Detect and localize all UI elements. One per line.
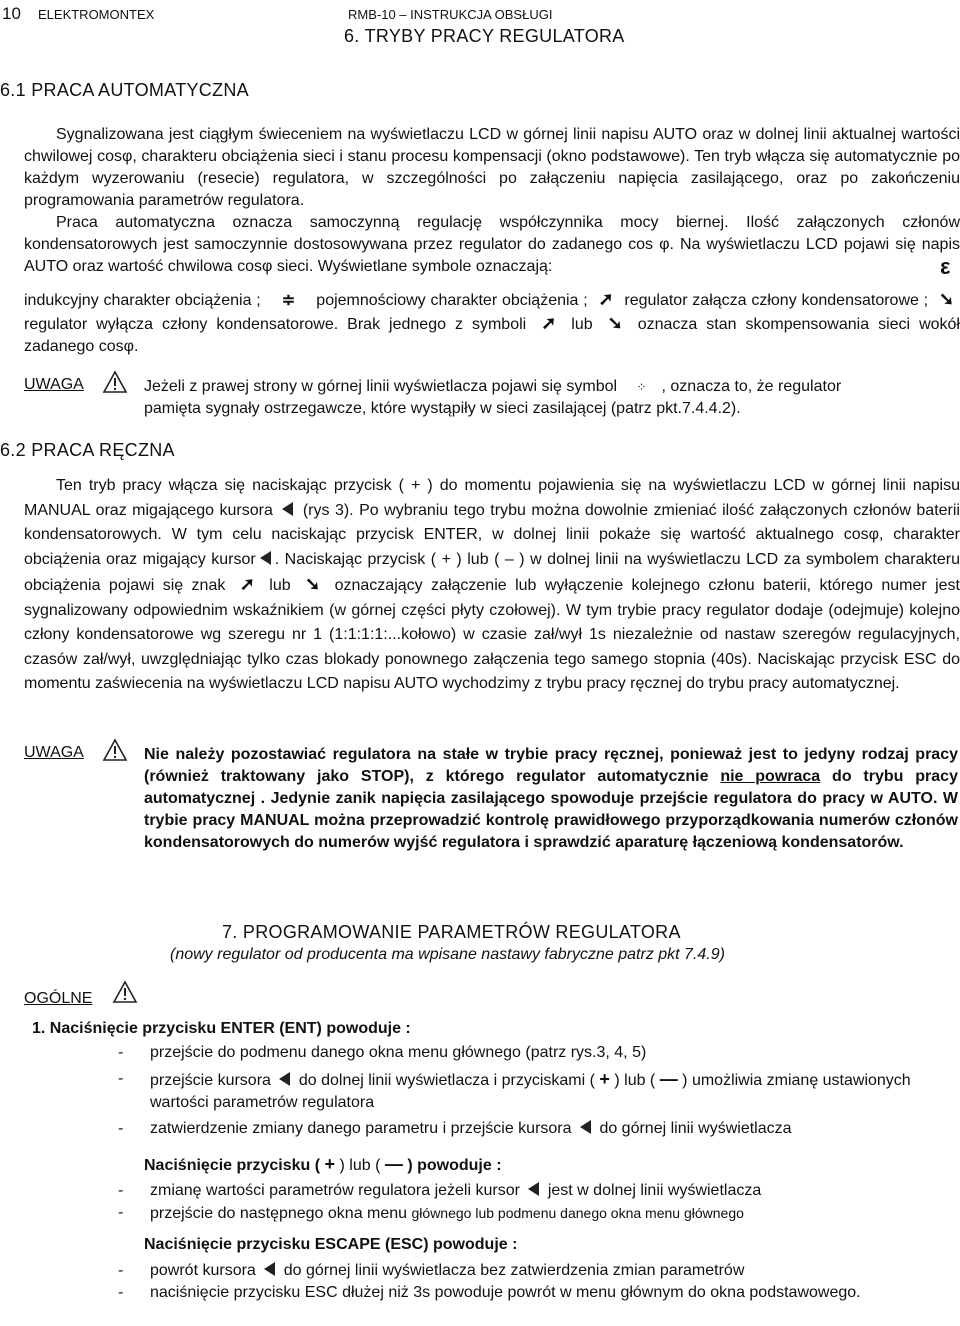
- warning-2-text: Nie należy pozostawiać regulatora na stałe w trybie pracy ręcznej, ponieważ jest to jedyny rodzaj pracy (również traktowany jako STOP), z którego regulator automatycznie nie powraca do trybu pracy automatycznej . Jedynie zanik napięcia zasilającego spowoduje przejście regulatora do pracy w AUTO. W trybie pracy MANUAL można przeprowadzić kontrolę prawidłowego przyporządkowania numerów członów kondensatorowych do numerów wyjść regulatora i sprawdzić aparaturę łączeniową kondensatorów.: [144, 746, 958, 851]
- enter-button-list: [118, 1042, 958, 1140]
- auto-paragraph-1: Sygnalizowana jest ciągłym świeceniem na wyświetlaczu LCD w górnej linii napisu AUTO oraz w dolnej linii aktualnej wartości chwilowej cosφ, charakteru obciążenia sieci i stanu procesu kompensacji (okno podstawowe). Ten tryb włącza się automatycznie po każdym wyzerowaniu (resecie) regulatora, w szczególności po załączeniu napięcia zasilającego, oraz po zakończeniu programowania parametrów regulatora.: [24, 126, 960, 209]
- warning-label: UWAGA: [24, 376, 84, 393]
- memory-warning-symbol-icon: ⁘: [636, 380, 647, 394]
- plus-minus-list: [118, 1180, 958, 1225]
- capacitive-symbol-icon: ≑: [281, 292, 296, 309]
- auto-paragraph-2: Praca automatyczna oznacza samoczynną regulację współczynnika mocy biernej. Ilość załączonych członów kondensatorowych jest samoczynnie dostosowywana przez regulator do zadanego cos φ. Na wyświetlaczu LCD pojawi się napis AUTO oraz wartość chwilowa cosφ sieci. Wyświetlane symbole oznaczają:: [24, 214, 960, 275]
- list-item: - zmianę wartości parametrów regulatora jeżeli kursor jest w dolnej linii wyświetlacza: [118, 1182, 762, 1199]
- cursor-icon: [528, 1182, 539, 1196]
- escape-button-heading: Naciśnięcie przycisku ESCAPE (ESC) powoduje :: [144, 1236, 518, 1253]
- company-name: ELEKTROMONTEX: [38, 7, 155, 22]
- warning-triangle-icon: [102, 738, 128, 762]
- auto-mode-description: [24, 124, 960, 278]
- list-item: - przejście do następnego okna menu głównego lub podmenu danego okna menu głównego: [118, 1204, 744, 1222]
- page-header: [0, 4, 960, 28]
- list-item: - powrót kursora do górnej linii wyświetlacza bez zatwierdzenia zmian parametrów: [118, 1262, 745, 1279]
- general-label: OGÓLNE: [24, 990, 93, 1007]
- cursor-icon: [264, 1262, 275, 1276]
- page-number: 10: [2, 4, 21, 23]
- switch-on-arrow-icon: ➚: [541, 313, 557, 333]
- warning-label: UWAGA: [24, 744, 84, 761]
- list-item: - przejście kursora do dolnej linii wyświetlacza i przyciskami ( + ) lub ( — ) umożliwia zmianę ustawionych wartości parametrów regulatora: [118, 1069, 911, 1111]
- cursor-icon: [282, 502, 293, 516]
- section-6-1-title: 6.1 PRACA AUTOMATYCZNA: [0, 80, 249, 100]
- escape-button-list: [118, 1260, 958, 1304]
- list-item: - przejście do podmenu danego okna menu głównego (patrz rys.3, 4, 5): [118, 1044, 647, 1061]
- section-6-2-title: 6.2 PRACA RĘCZNA: [0, 440, 175, 460]
- switch-on-arrow-icon: ➚: [598, 289, 614, 309]
- section-7-title: 7. PROGRAMOWANIE PARAMETRÓW REGULATORA: [222, 922, 681, 942]
- section-7-subtitle: (nowy regulator od producenta ma wpisane nastawy fabryczne patrz pkt 7.4.9): [170, 946, 725, 963]
- list-item: - naciśnięcie przycisku ESC dłużej niż 3s powoduje powrót w menu głównym do okna podstawowego.: [118, 1284, 861, 1301]
- manual-mode-description: Ten tryb pracy włącza się naciskając przycisk ( + ) do momentu pojawienia się na wyświetlaczu LCD w górnej linii napisu MANUAL oraz migającego kursora (rys 3). Po wybraniu tego trybu można dowolnie zmieniać ilość załączonych członów baterii kondensatorowych. W tym celu naciskając przycisk ENTER, w dolnej linii pokaże się wartość aktualnego cosφ, charakter obciążenia oraz migający kursor . Naciskając przycisk ( + ) lub ( – ) w dolnej linii na wyświetlaczu LCD za symbolem charakteru obciążenia pojawi się znak ➚ lub ➘ oznaczający załączenie lub wyłączenie kolejnego członu baterii, którego numer jest sygnalizowany odpowiednim wskaźnikiem (w górnej części płyty czołowej). W tym trybie pracy regulator dodaje (odejmuje) kolejno człony kondensatorowe wg szeregu nr 1 (1:1:1:1:...kołowo) w czasie zał/wył 1s niezależnie od nastaw szeregów regulacyjnych, czasów zał/wył, uwzględniając tylko czas blokady ponownego załączenia tego samego stopnia (40s). Naciskając przycisk ESC do momentu zaświecenia na wyświetlaczu LCD napisu AUTO wychodzimy z trybu pracy ręcznej do trybu pracy automatycznej.: [24, 477, 960, 692]
- warning-triangle-icon: [112, 980, 138, 1004]
- cursor-icon: [279, 1072, 290, 1086]
- warning-1-text: Jeżeli z prawej strony w górnej linii wyświetlacza pojawi się symbol ⁘ , oznacza to, że regulator pamięta sygnały ostrzegawcze, które wystąpiły w sieci zasilającej (patrz pkt.7.4.4.2).: [144, 378, 842, 417]
- cursor-icon: [260, 551, 271, 565]
- cursor-icon: [580, 1120, 591, 1134]
- enter-button-heading: 1. Naciśnięcie przycisku ENTER (ENT) powoduje :: [32, 1020, 411, 1037]
- switch-on-arrow-icon: ➚: [239, 574, 255, 594]
- switch-off-arrow-icon: ➘: [305, 574, 321, 594]
- inductive-symbol-icon: ε: [940, 254, 951, 279]
- switch-off-arrow-icon: ➘: [938, 289, 955, 309]
- list-item: - zatwierdzenie zmiany danego parametru i przejście kursora do górnej linii wyświetlacza: [118, 1120, 792, 1137]
- plus-minus-heading: Naciśnięcie przycisku ( + ) lub ( — ) powoduje :: [144, 1154, 502, 1174]
- document-name: RMB-10 – INSTRUKCJA OBSŁUGI: [348, 7, 553, 22]
- switch-off-arrow-icon: ➘: [607, 313, 623, 333]
- auto-symbols-paragraph: indukcyjny charakter obciążenia ; ≑ pojemnościowy charakter obciążenia ; ➚ regulator załącza człony kondensatorowe ; ➘ regulator wyłącza człony kondensatorowe. Brak jednego z symboli ➚ lub ➘ oznacza stan skompensowania sieci wokół zadanego cosφ.: [24, 289, 960, 355]
- section-6-title: 6. TRYBY PRACY REGULATORA: [344, 26, 625, 46]
- warning-triangle-icon: [102, 370, 128, 394]
